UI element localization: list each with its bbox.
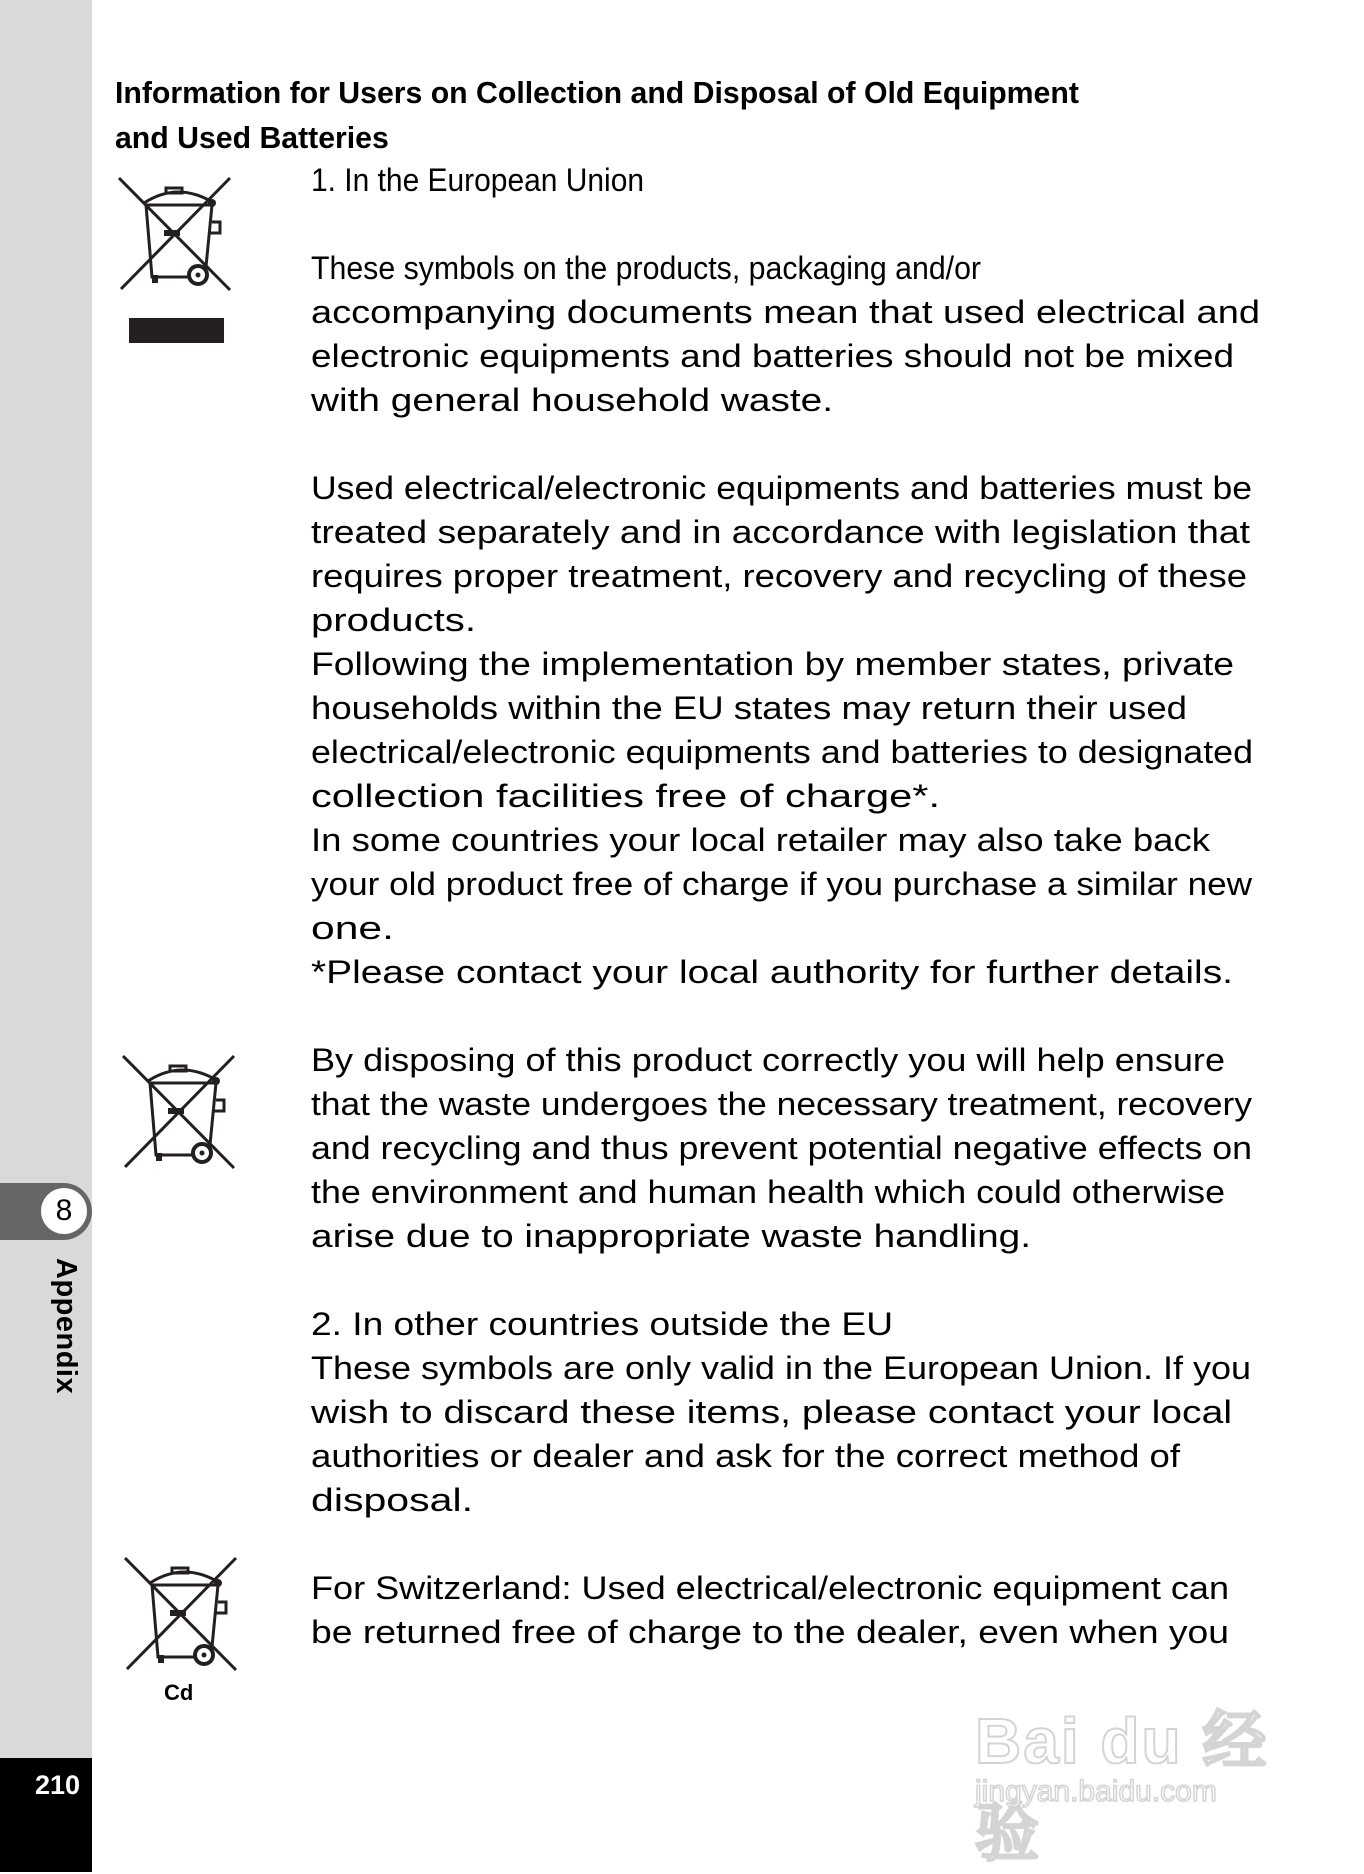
body-line: your old product free of charge if you purchase a similar new [311,866,1252,902]
body-line: 1. In the European Union [311,162,644,198]
page-title [115,70,1104,160]
body-line: products. [311,602,476,638]
body-line: electronic equipments and batteries should not be mixed [311,338,1234,374]
body-line: Following the implementation by member states, private [311,646,1234,682]
body-line: *Please contact your local authority for further details. [311,954,1233,990]
blank-line [311,202,1168,246]
body-line: disposal. [311,1482,473,1518]
section-label: Appendix [50,1258,82,1395]
sidebar [0,0,92,1872]
body-line: By disposing of this product correctly you will help ensure [311,1042,1225,1078]
body-line: the environment and human health which could otherwise [311,1174,1225,1210]
body-line: Used electrical/electronic equipments and batteries must be [311,470,1252,506]
body-line: treated separately and in accordance with legislation that [311,514,1250,550]
body-line: authorities or dealer and ask for the correct method of [311,1438,1180,1474]
body-line: with general household waste. [311,382,833,418]
blank-line [311,994,1168,1038]
watermark-url: jingyan.baidu.com [975,1775,1217,1808]
cadmium-label: Cd [164,1680,194,1705]
body-line: that the waste undergoes the necessary treatment, recovery [311,1086,1252,1122]
body-line: For Switzerland: Used electrical/electronic equipment can [311,1570,1229,1606]
page-number-box [0,1758,92,1872]
body-line: be returned free of charge to the dealer, even when you [311,1614,1229,1650]
crossed-out-wheeled-bin-icon [120,1053,240,1173]
body-line: These symbols are only valid in the European Union. If you [311,1350,1251,1386]
body-line: 2. In other countries outside the EU [311,1306,893,1342]
blank-line [311,422,1168,466]
body-line: collection facilities free of charge*. [311,778,940,814]
body-line: electrical/electronic equipments and batteries to designated [311,734,1253,770]
body-line: arise due to inappropriate waste handling. [311,1218,1031,1254]
body-line: households within the EU states may return their used [311,690,1187,726]
page-title-line-1: Information for Users on Collection and Disposal of Old Equipment [115,75,1079,110]
solid-bar-below-bin [129,318,224,343]
chapter-tab [0,1183,92,1240]
page-number: 210 [34,1770,80,1800]
blank-line [311,1522,1168,1566]
crossed-out-wheeled-bin-icon [122,1555,242,1675]
crossed-out-wheeled-bin-icon [116,175,236,295]
body-line: wish to discard these items, please contact your local [311,1394,1232,1430]
body-line: requires proper treatment, recovery and recycling of these [311,558,1247,594]
body-line: accompanying documents mean that used electrical and [311,294,1260,330]
body-line: one. [311,910,394,946]
baidu-watermark [975,1670,1295,1869]
chapter-number: 8 [41,1188,87,1234]
blank-line [311,1258,1168,1302]
watermark-logo: Bai du 经验 [975,1705,1269,1869]
page-title-line-2: and Used Batteries [115,120,389,155]
body-line: In some countries your local retailer may also take back [311,822,1210,858]
body-text [311,158,1260,1654]
body-line: and recycling and thus prevent potential negative effects on [311,1130,1252,1166]
body-line: These symbols on the products, packaging and/or [311,250,981,286]
